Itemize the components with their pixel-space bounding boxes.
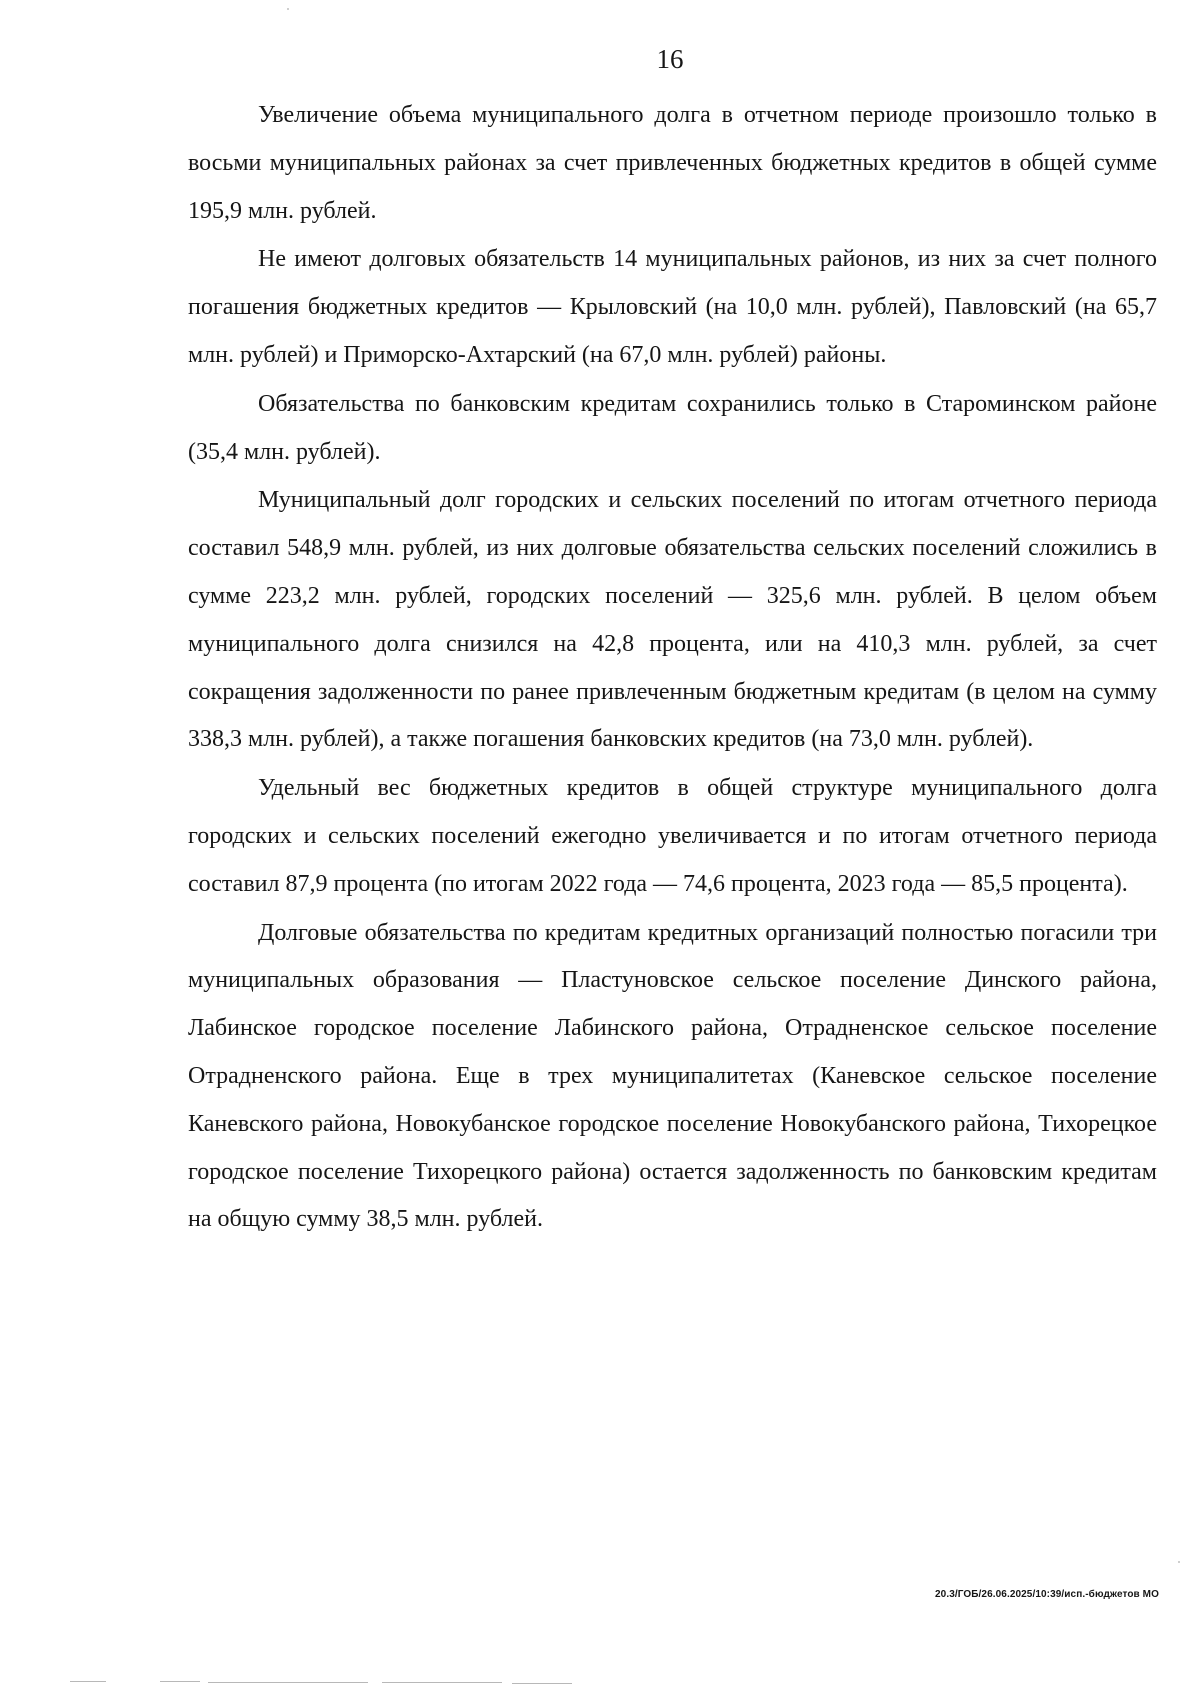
paragraph-bank-credits: Обязательства по банковским кредитам сохранились только в Староминском районе (35,4 млн. рублей). xyxy=(188,390,1157,465)
scan-speck xyxy=(287,8,289,10)
scan-edge-line xyxy=(382,1682,502,1683)
body-text xyxy=(188,92,1157,1245)
paragraph-debt-increase: Увеличение объема муниципального долга в отчетном периоде произошло только в восьми муниципальных районах за счет привлеченных бюджетных кредитов в общей сумме 195,9 млн. рублей. xyxy=(188,102,1157,224)
scan-edge-line xyxy=(512,1683,572,1684)
scan-speck xyxy=(1178,1561,1180,1563)
document-footer-code: 20.3/ГОБ/26.06.2025/10:39/исп.-бюджетов МО xyxy=(935,1589,1159,1600)
scan-edge-line xyxy=(160,1681,200,1682)
page-number: 16 xyxy=(656,44,684,74)
paragraph-repaid-obligations: Долговые обязательства по кредитам кредитных организаций полностью погасили три муниципальных образования — Пластуновское сельское поселение Динского района, Лабинское городское поселение Лабинского района, Отрадненское сельское поселение Отрадненского района. Еще в трех муниципалитетах (Каневское сельское поселение Каневского района, Новокубанское городское поселение Новокубанского района, Тихорецкое городское поселение Тихорецкого района) остается задолженность по банковским кредитам на общую сумму 38,5 млн. рублей. xyxy=(188,919,1157,1233)
scan-edge-line xyxy=(70,1681,106,1682)
paragraph-credit-share: Удельный вес бюджетных кредитов в общей структуре муниципального долга городских и сельских поселений ежегодно увеличивается и по итогам отчетного периода составил 87,9 процента (по итогам 2022 года — 74,6 процента, 2023 года — 85,5 процента). xyxy=(188,775,1157,897)
paragraph-settlements-debt: Муниципальный долг городских и сельских поселений по итогам отчетного периода составил 548,9 млн. рублей, из них долговые обязательства сельских поселений сложились в сумме 223,2 млн. рублей, городских поселений — 325,6 млн. рублей. В целом объем муниципального долга снизился на 42,8 процента, или на 410,3 млн. рублей, за счет сокращения задолженности по ранее привлеченным бюджетным кредитам (в целом на сумму 338,3 млн. рублей), а также погашения банковских кредитов (на 73,0 млн. рублей). xyxy=(188,487,1157,753)
paragraph-no-debt-districts: Не имеют долговых обязательств 14 муниципальных районов, из них за счет полного погашения бюджетных кредитов — Крыловский (на 10,0 млн. рублей), Павловский (на 65,7 млн. рублей) и Приморско-Ахтарский (на 67,0 млн. рублей) районы. xyxy=(188,246,1157,368)
scan-edge-line xyxy=(208,1682,368,1683)
